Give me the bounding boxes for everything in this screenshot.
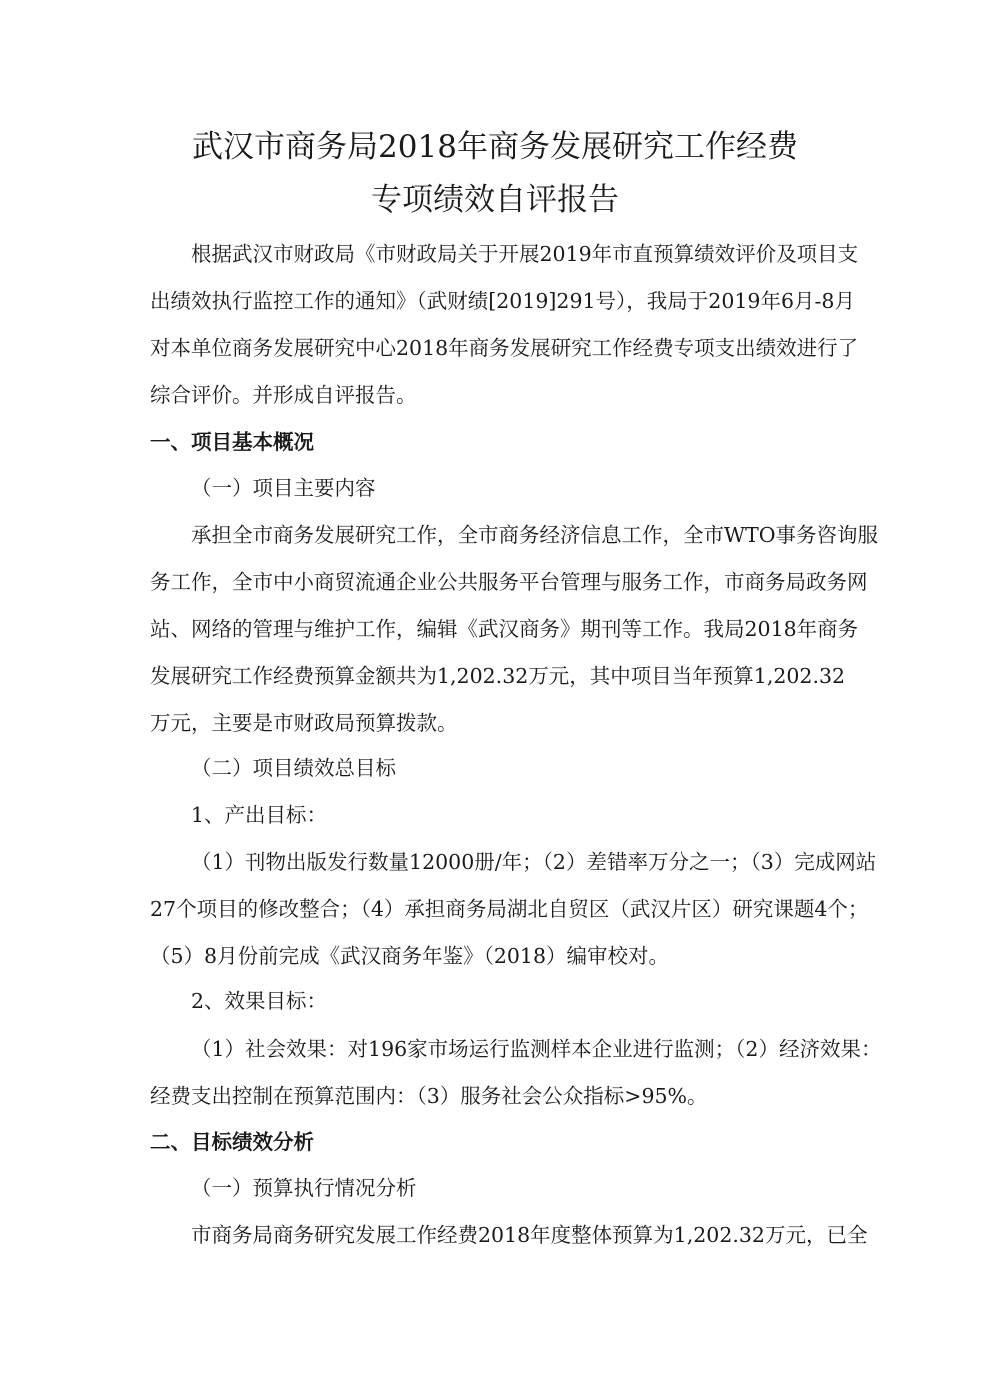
subsection-3-heading: （一）预算执行情况分析	[191, 1176, 417, 1200]
content-line-1: 承担全市商务发展研究工作，全市商务经济信息工作，全市WTO事务咨询服	[191, 523, 879, 547]
output-line-2: 27个项目的修改整合；（4）承担商务局湖北自贸区（武汉片区）研究课题4个；	[150, 897, 869, 921]
output-target-heading: 1、产出目标：	[191, 803, 328, 827]
intro-line-3: 对本单位商务发展研究中心2018年商务发展研究工作经费专项支出绩效进行了	[150, 336, 859, 360]
section-2-heading: 二、目标绩效分析	[150, 1130, 314, 1154]
subsection-1-heading: （一）项目主要内容	[191, 476, 376, 500]
content-line-3: 站、网络的管理与维护工作，编辑《武汉商务》期刊等工作。我局2018年商务	[150, 617, 859, 641]
intro-line-2: 出绩效执行监控工作的通知》（武财绩[2019]291号），我局于2019年6月-8月	[150, 289, 855, 313]
output-line-1: （1）刊物出版发行数量12000册/年；（2）差错率万分之一；（3）完成网站	[191, 850, 877, 874]
effect-line-2: 经费支出控制在预算范围内：（3）服务社会公众指标>95%。	[150, 1084, 708, 1108]
budget-line-1: 市商务局商务研究发展工作经费2018年度整体预算为1,202.32万元，已全	[191, 1223, 868, 1247]
output-line-3: （5）8月份前完成《武汉商务年鉴》（2018）编审校对。	[150, 944, 670, 968]
effect-line-1: （1）社会效果：对196家市场运行监测样本企业进行监测；（2）经济效果：	[191, 1037, 882, 1061]
content-line-2: 务工作，全市中小商贸流通企业公共服务平台管理与服务工作，市商务局政务网	[150, 570, 868, 594]
section-1-heading: 一、项目基本概况	[150, 430, 314, 454]
content-line-5: 万元，主要是市财政局预算拨款。	[150, 711, 458, 735]
report-title-line-2: 专项绩效自评报告	[371, 182, 619, 218]
content-line-4: 发展研究工作经费预算金额共为1,202.32万元，其中项目当年预算1,202.32	[150, 664, 846, 688]
intro-line-1: 根据武汉市财政局《市财政局关于开展2019年市直预算绩效评价及项目支	[191, 242, 859, 266]
report-title-line-1: 武汉市商务局2018年商务发展研究工作经费	[192, 129, 798, 165]
subsection-2-heading: （二）项目绩效总目标	[191, 756, 396, 780]
intro-line-4: 综合评价。并形成自评报告。	[150, 383, 417, 407]
effect-target-heading: 2、效果目标：	[191, 989, 328, 1013]
